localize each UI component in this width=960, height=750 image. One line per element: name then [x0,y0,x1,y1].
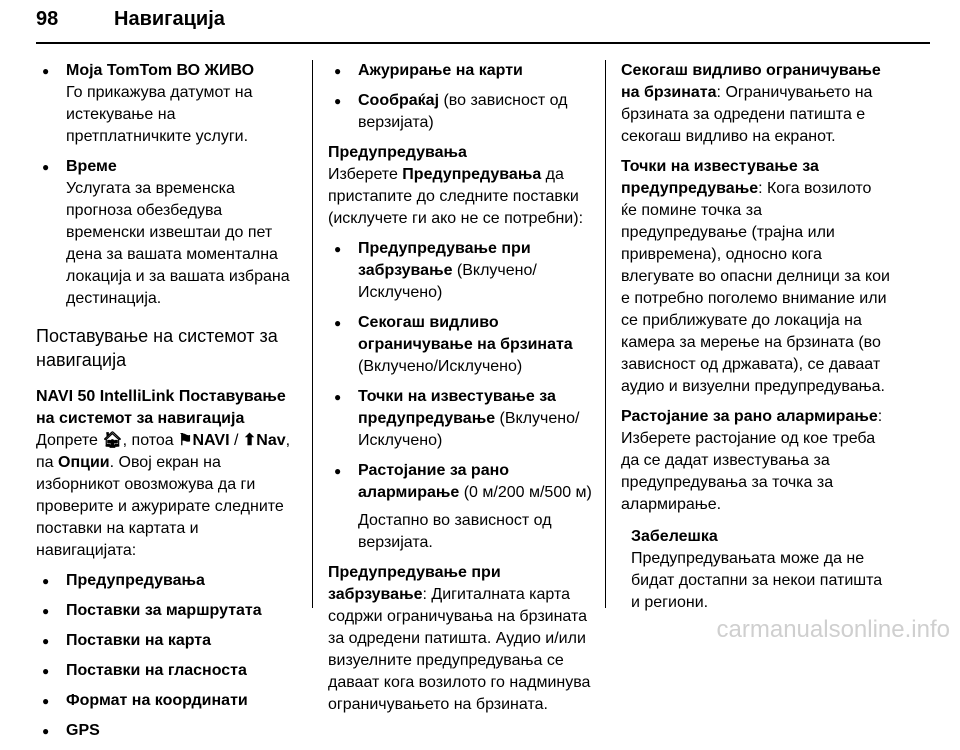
intro-text: Изберете [328,166,403,183]
warnings-intro [328,164,592,230]
item-description: (во зависност од верзијата) [358,92,568,131]
paragraph-text: : Дигиталната карта содржи ограничувања на брзината за одредени патишта. Аудио и/или визуелните предупредувања се даваат кога возилото го надминува ограничувањето на брзината. [328,586,591,713]
section-heading: Поставување на системот за навигација [36,326,278,370]
warning-option [328,238,592,304]
settings-item: ● Предупредувања [36,570,298,592]
column-divider-2 [605,60,606,608]
page-title: Навигација [114,8,225,30]
warning-option [328,386,592,452]
item-title: ● Време [66,158,117,175]
page-number: 98 [36,8,59,30]
column-3 [621,60,891,614]
list-item [328,60,592,82]
item-title: Ажурирање на карти [358,62,523,79]
intro-text: Допрете [36,432,103,449]
item-description: Услугата за временска прогноза обезбедува временски извештаи до пет дена за вашата моментална локација и за вашата избрана дестинација. [66,180,290,307]
intro-text: , потоа [122,432,179,449]
option-note: Достапно во зависност од верзијата. [358,512,552,551]
warning-option [328,460,592,554]
option-title: Секогаш видливо ограничување на брзината [358,314,573,353]
page-header [36,8,930,42]
speed-limit-paragraph [621,60,891,148]
settings-item: ● Поставки на карта [36,630,298,652]
option-title: Предупредување при забрзување [358,240,531,279]
item-title: ● Моја TomTom ВО ЖИВО [66,62,255,79]
warning-option [328,312,592,378]
watermark [0,616,960,644]
nav-label: Nav [256,432,286,449]
subsection-heading: NAVI 50 IntelliLink Поставување на системот за навигација [36,388,286,427]
paragraph-title: Предупредување при забрзување [328,564,501,603]
nav-arrow-icon: ⬆ [242,432,257,449]
options-label: Опции [58,454,110,471]
option-value: (Вклучено/Исклучено) [358,358,523,375]
option-value: (Вклучено/ Исклучено) [358,410,580,449]
item-title: Сообраќај [358,92,440,109]
item-description: Го прикажува датумот на истекување на претплатничките услуги. [66,84,253,145]
settings-item: ● Формат на координати [36,690,298,712]
intro-text: да пристапите до следните поставки (исклучете ги ако не се потребни): [328,166,584,227]
settings-item: ● Поставки на гласноста [36,660,298,682]
alert-points-paragraph [621,156,891,398]
paragraph-title: Точки на известување за предупредување [621,158,819,197]
paragraph-text: : Изберете растојание од кое треба да се дадат известувања за предупредувања за точка за алармирање. [621,408,883,513]
option-title: Растојание за рано алармирање [358,462,510,501]
flag-icon: ⚑ [178,432,193,449]
column-divider-1 [312,60,313,608]
navi-label: NAVI [192,432,230,449]
note-box [621,526,891,614]
home-icon: 🏠︎ [102,432,123,449]
column-1 [36,60,298,750]
paragraph-title: Растојание за рано алармирање [621,408,878,425]
intro-paragraph [36,430,298,562]
list-item [36,156,298,310]
early-alarm-paragraph [621,406,891,516]
header-divider [36,42,930,44]
intro-text: , па [36,432,291,471]
settings-item: ● GPS [36,720,298,742]
option-value: (Вклучено/ Исклучено) [358,262,537,301]
list-item [328,90,592,134]
note-title: Забелешка [631,528,718,545]
paragraph-text: : Ограничувањето на брзината за одредени патишта е секогаш видливо на екранот. [621,84,873,145]
settings-item: ● Поставки за маршрутата [36,600,298,622]
intro-text: / [229,432,243,449]
paragraph-text: : Кога возилото ќе помине точка за предупредување (трајна или привремена), односно кога влегувате во опасни делници за кои е потребно поголемо внимание или се приближувате до локација на камера за мерење на брзината (во зависност од државата), се даваат аудио и визуелни предупредувања. [621,180,890,395]
paragraph-title: Секогаш видливо ограничување на брзината [621,62,881,101]
warnings-label: Предупредувања [402,166,542,183]
intro-text: . Овој екран на изборникот овозможува да ги проверите и ажурирате следните поставки на картата и навигацијата: [36,454,284,559]
warnings-heading: Предупредувања [328,144,467,161]
option-title: Точки на известување за предупредување [358,388,556,427]
note-text: Предупредувањата може да не бидат достапни за некои патишта и региони. [631,550,883,611]
list-item [36,60,298,148]
watermark-text: carmanualsonline.info [716,616,950,643]
option-value: (0 м/200 м/500 м) [459,484,592,501]
